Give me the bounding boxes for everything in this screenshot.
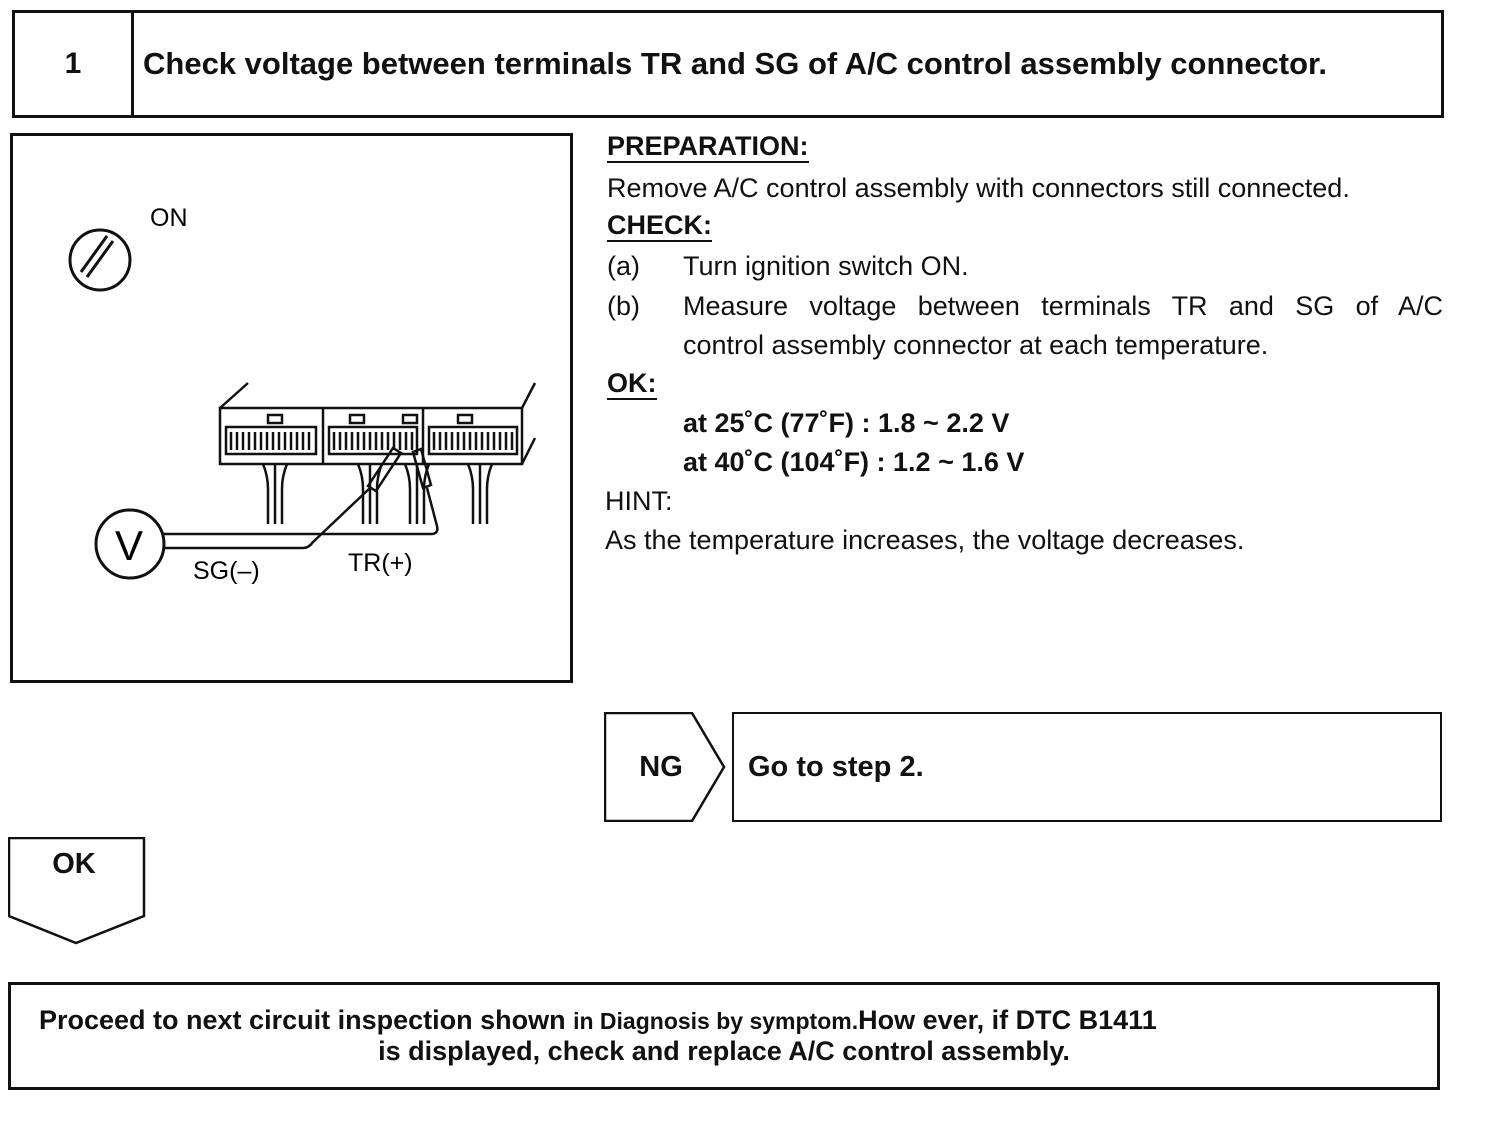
check-heading: CHECK: bbox=[607, 210, 712, 240]
step-number: 1 bbox=[15, 13, 134, 115]
ok-spec-line-40c: at 40˚C (104˚F) : 1.2 ~ 1.6 V bbox=[683, 447, 1025, 477]
step-title: Check voltage between terminals TR and SG of A/C control assembly connector. bbox=[143, 46, 1328, 81]
check-step-b-text-line1: Measure voltage between terminals TR and SG of A/C bbox=[683, 291, 1443, 321]
final-instruction-box bbox=[8, 982, 1440, 1090]
preparation-text: Remove A/C control assembly with connectors still connected. bbox=[607, 173, 1350, 203]
sg-label: SG(–) bbox=[193, 557, 260, 585]
preparation-heading: PREPARATION: bbox=[607, 131, 809, 161]
check-step-a-marker: (a) bbox=[607, 251, 640, 281]
final-line1-part-c: How ever, if DTC B1411 bbox=[858, 1005, 1157, 1035]
ok-spec-line-25c: at 25˚C (77˚F) : 1.8 ~ 2.2 V bbox=[683, 408, 1010, 438]
ng-action-text: Go to step 2. bbox=[748, 750, 924, 783]
hint-heading: HINT: bbox=[605, 486, 673, 516]
wiring-figure bbox=[10, 133, 573, 683]
final-instruction-line1 bbox=[39, 1005, 1157, 1036]
test-leads bbox=[163, 488, 437, 548]
ignition-switch-icon bbox=[70, 230, 130, 290]
connector-diagram bbox=[13, 136, 570, 680]
connector-block-icon bbox=[220, 383, 535, 524]
voltmeter-label: V bbox=[115, 522, 144, 569]
ignition-on-label: ON bbox=[150, 204, 188, 232]
step-header bbox=[12, 10, 1444, 118]
check-step-b-marker: (b) bbox=[607, 291, 640, 321]
check-step-a-text: Turn ignition switch ON. bbox=[683, 251, 969, 281]
hint-text: As the temperature increases, the voltage decreases. bbox=[605, 525, 1245, 555]
ok-label: OK bbox=[52, 848, 96, 880]
ng-label: NG bbox=[639, 750, 683, 783]
final-line1-part-a: Proceed to next circuit inspection shown bbox=[39, 1005, 574, 1035]
ok-spec-heading: OK: bbox=[607, 368, 657, 398]
ng-action-box bbox=[732, 712, 1442, 822]
final-line1-part-b: in Diagnosis by symptom. bbox=[573, 1008, 859, 1034]
tr-label: TR(+) bbox=[348, 549, 413, 577]
check-step-b-text-line2: control assembly connector at each temperature. bbox=[683, 330, 1269, 360]
final-instruction-line2: is displayed, check and replace A/C control assembly. bbox=[378, 1036, 1070, 1066]
